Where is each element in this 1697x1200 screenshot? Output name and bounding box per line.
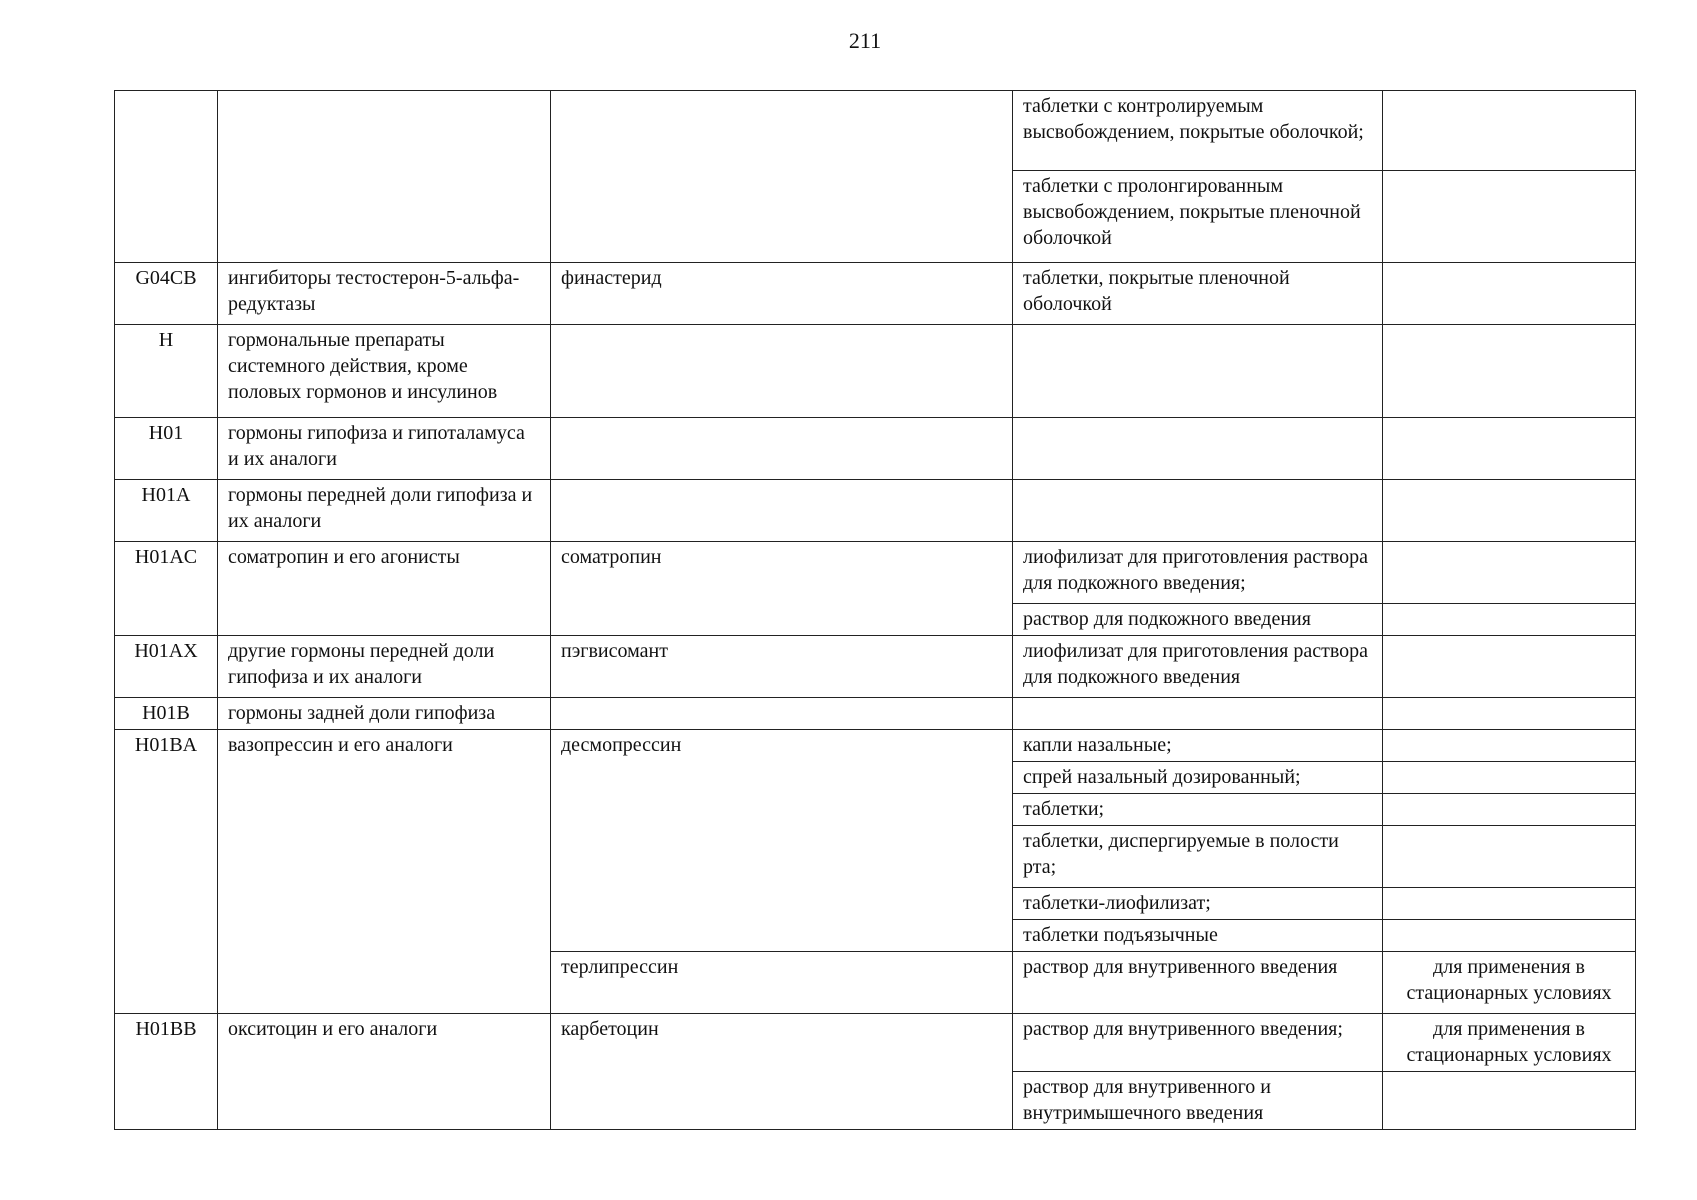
atc-code-cell: H01AX — [115, 636, 218, 698]
drug-table — [114, 90, 1636, 1130]
atc-code-cell: H01AC — [115, 542, 218, 636]
form-cell: таблетки-лиофилизат; — [1013, 888, 1383, 920]
note-cell — [1383, 698, 1636, 730]
note-cell — [1383, 542, 1636, 604]
inn-cell — [551, 325, 1013, 418]
table-row — [115, 730, 1636, 762]
note-cell — [1383, 1072, 1636, 1130]
table-row — [115, 480, 1636, 542]
atc-code-cell: H01BA — [115, 730, 218, 1014]
form-cell: таблетки, покрытые пленочной оболочкой — [1013, 263, 1383, 325]
inn-cell: соматропин — [551, 542, 1013, 636]
group-cell: гормоны передней доли гипофиза и их аналоги — [218, 480, 551, 542]
group-cell: гормональные препараты системного действия, кроме половых гормонов и инсулинов — [218, 325, 551, 418]
form-cell — [1013, 698, 1383, 730]
inn-cell: десмопрессин — [551, 730, 1013, 952]
atc-code-cell: H01B — [115, 698, 218, 730]
form-cell: лиофилизат для приготовления раствора для подкожного введения — [1013, 636, 1383, 698]
form-cell — [1013, 325, 1383, 418]
atc-code-cell: H01A — [115, 480, 218, 542]
note-cell — [1383, 418, 1636, 480]
inn-cell — [551, 91, 1013, 263]
table-row — [115, 698, 1636, 730]
note-cell — [1383, 888, 1636, 920]
atc-code-cell — [115, 91, 218, 263]
table-row — [115, 263, 1636, 325]
note-cell — [1383, 171, 1636, 263]
page-number: 211 — [848, 28, 882, 53]
atc-code-cell: H01 — [115, 418, 218, 480]
group-cell: окситоцин и его аналоги — [218, 1014, 551, 1130]
form-cell: раствор для внутривенного введения; — [1013, 1014, 1383, 1072]
note-cell: для применения в стационарных условиях — [1383, 1014, 1636, 1072]
note-cell — [1383, 826, 1636, 888]
note-cell: для применения в стационарных условиях — [1383, 952, 1636, 1014]
form-cell: таблетки; — [1013, 794, 1383, 826]
group-cell: гормоны задней доли гипофиза — [218, 698, 551, 730]
note-cell — [1383, 325, 1636, 418]
group-cell: вазопрессин и его аналоги — [218, 730, 551, 1014]
note-cell — [1383, 636, 1636, 698]
table-row — [115, 542, 1636, 604]
note-cell — [1383, 920, 1636, 952]
group-cell: другие гормоны передней доли гипофиза и их аналоги — [218, 636, 551, 698]
form-cell: раствор для подкожного введения — [1013, 604, 1383, 636]
form-cell: раствор для внутривенного и внутримышечного введения — [1013, 1072, 1383, 1130]
inn-cell: терлипрессин — [551, 952, 1013, 1014]
group-cell: ингибиторы тестостерон-5-альфа-редуктазы — [218, 263, 551, 325]
inn-cell: пэгвисомант — [551, 636, 1013, 698]
group-cell: гормоны гипофиза и гипоталамуса и их аналоги — [218, 418, 551, 480]
form-cell: таблетки с контролируемым высвобождением, покрытые оболочкой; — [1013, 91, 1383, 171]
form-cell: лиофилизат для приготовления раствора для подкожного введения; — [1013, 542, 1383, 604]
note-cell — [1383, 263, 1636, 325]
note-cell — [1383, 91, 1636, 171]
table-row — [115, 636, 1636, 698]
form-cell: таблетки с пролонгированным высвобождением, покрытые пленочной оболочкой — [1013, 171, 1383, 263]
table-row — [115, 91, 1636, 171]
note-cell — [1383, 480, 1636, 542]
inn-cell: карбетоцин — [551, 1014, 1013, 1130]
note-cell — [1383, 794, 1636, 826]
table-row — [115, 1014, 1636, 1072]
form-cell: таблетки, диспергируемые в полости рта; — [1013, 826, 1383, 888]
form-cell: спрей назальный дозированный; — [1013, 762, 1383, 794]
inn-cell: финастерид — [551, 263, 1013, 325]
atc-code-cell: H01BB — [115, 1014, 218, 1130]
form-cell: таблетки подъязычные — [1013, 920, 1383, 952]
form-cell: капли назальные; — [1013, 730, 1383, 762]
inn-cell — [551, 418, 1013, 480]
inn-cell — [551, 698, 1013, 730]
inn-cell — [551, 480, 1013, 542]
note-cell — [1383, 762, 1636, 794]
form-cell — [1013, 418, 1383, 480]
atc-code-cell: G04CB — [115, 263, 218, 325]
group-cell — [218, 91, 551, 263]
atc-code-cell: H — [115, 325, 218, 418]
note-cell — [1383, 730, 1636, 762]
group-cell: соматропин и его агонисты — [218, 542, 551, 636]
table-row — [115, 418, 1636, 480]
form-cell: раствор для внутривенного введения — [1013, 952, 1383, 1014]
table-row — [115, 325, 1636, 418]
note-cell — [1383, 604, 1636, 636]
form-cell — [1013, 480, 1383, 542]
